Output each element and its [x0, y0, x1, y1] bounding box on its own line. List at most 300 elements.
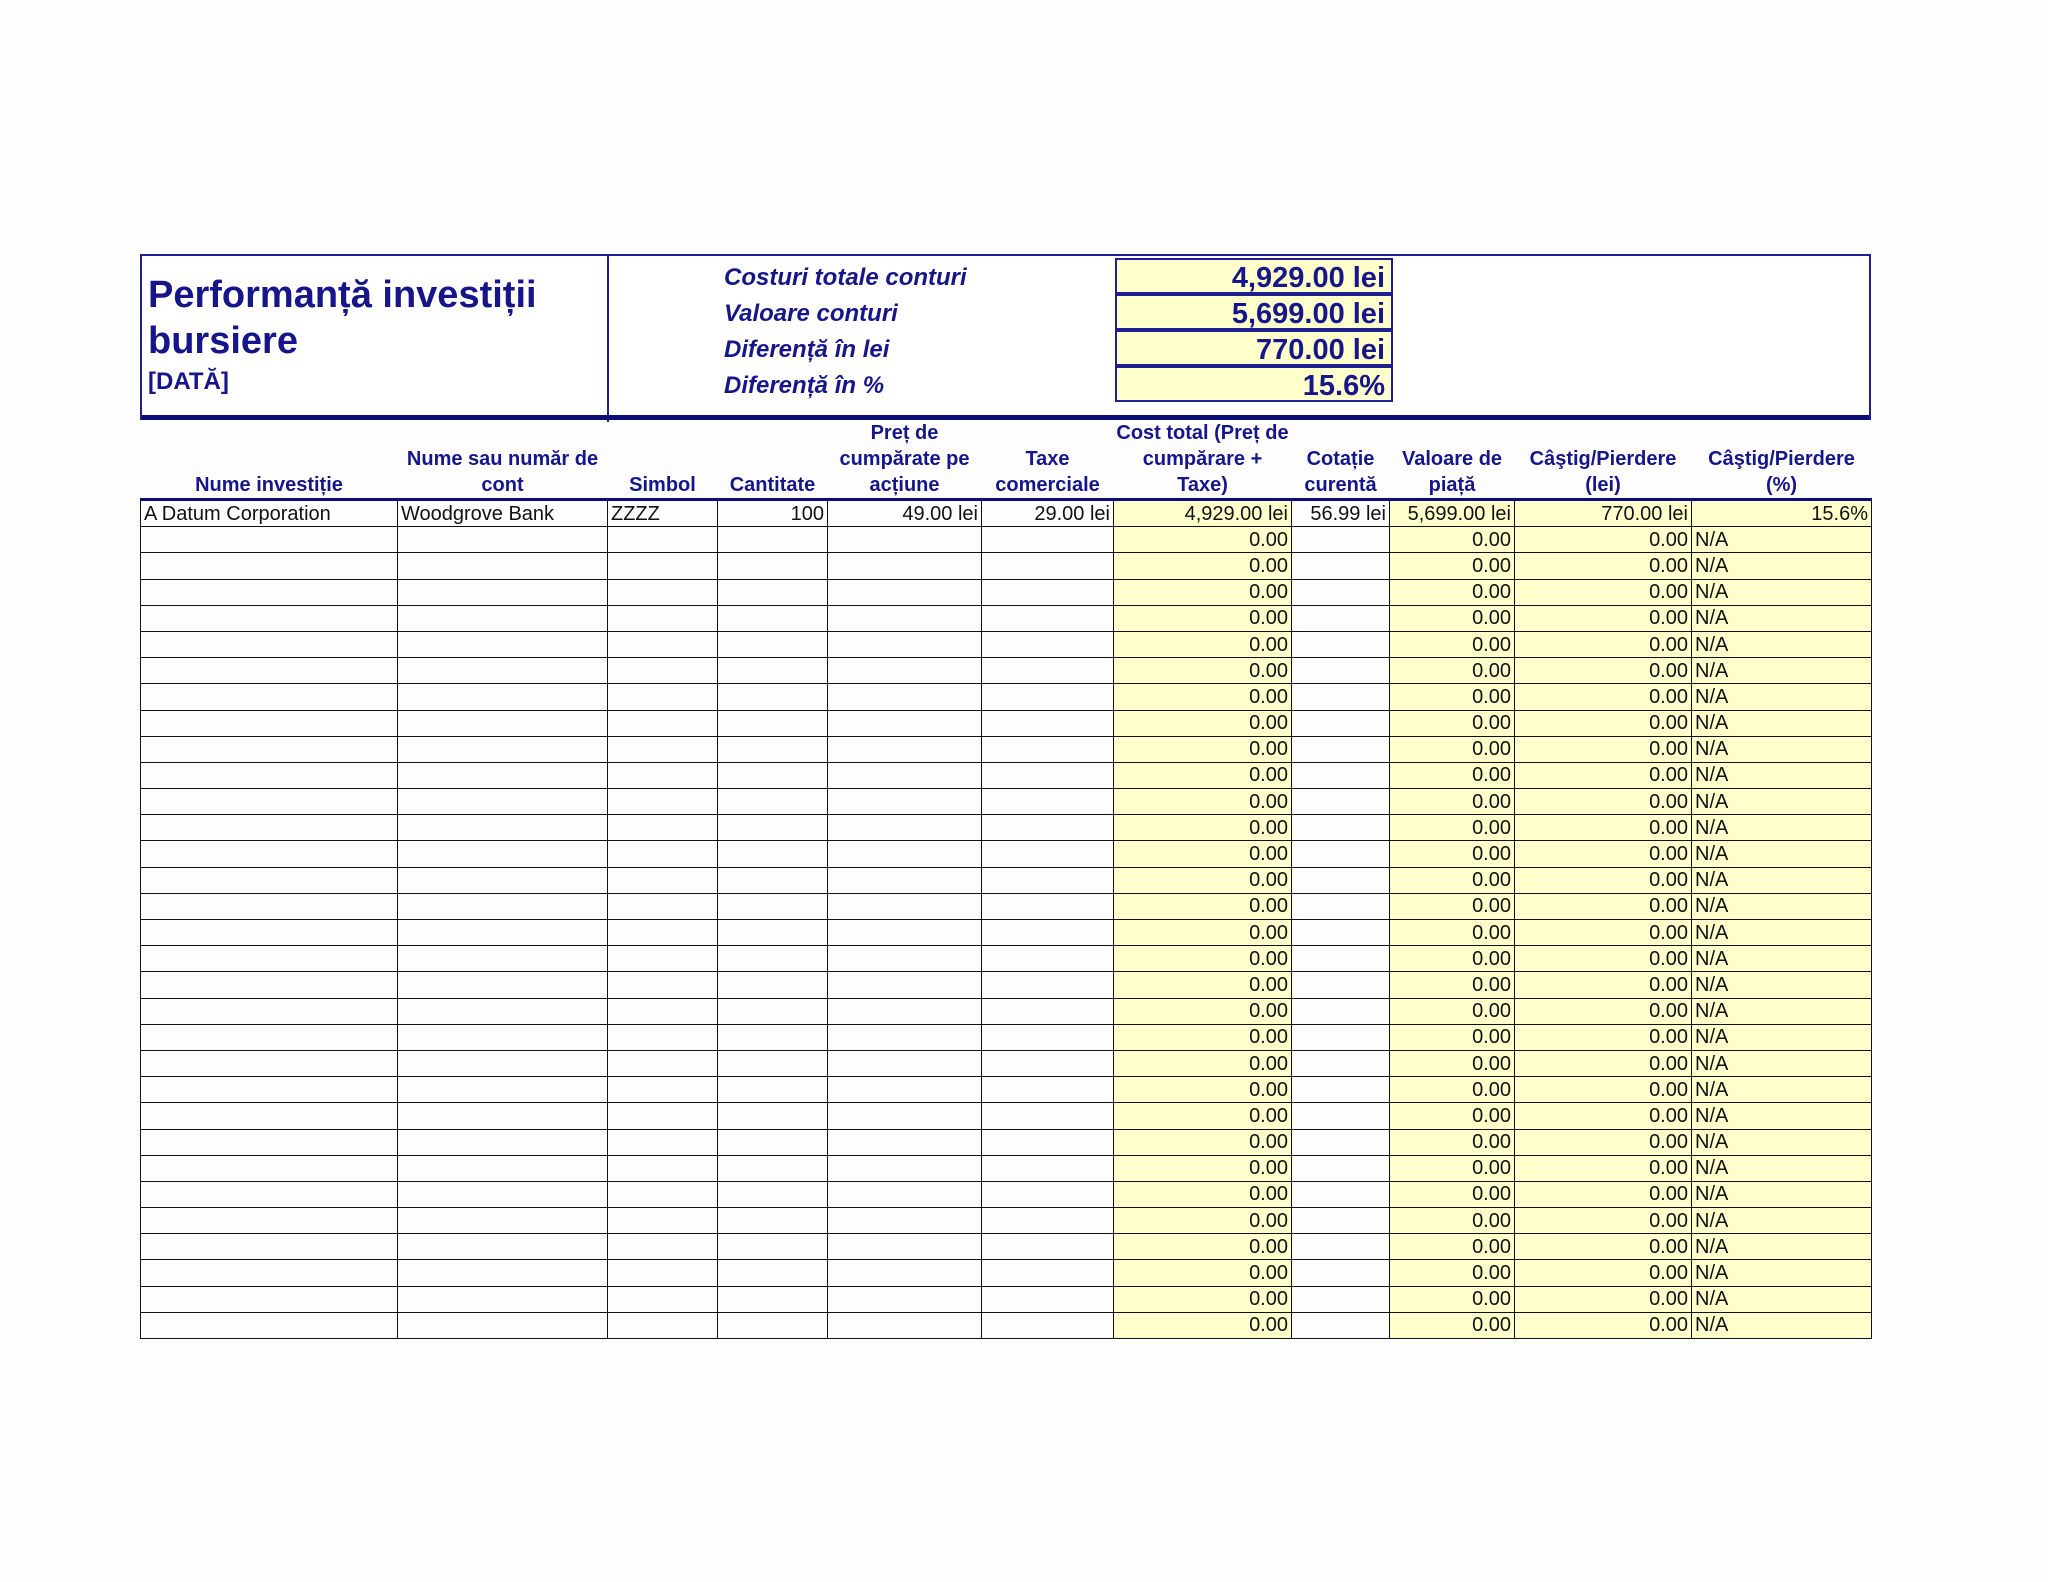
symbol-cell[interactable]	[608, 1312, 718, 1338]
purchase-price-cell[interactable]	[828, 920, 982, 946]
total-cost-cell[interactable]: 0.00	[1114, 972, 1292, 998]
quantity-cell[interactable]	[718, 1129, 828, 1155]
purchase-price-cell[interactable]: 49.00 lei	[828, 500, 982, 527]
market-value-cell[interactable]: 0.00	[1390, 1286, 1515, 1312]
investment-name-cell[interactable]	[141, 1286, 398, 1312]
current-quote-cell[interactable]	[1292, 1234, 1390, 1260]
account-cell[interactable]	[398, 1312, 608, 1338]
gain-lei-cell[interactable]: 0.00	[1515, 658, 1692, 684]
gain-lei-cell[interactable]: 0.00	[1515, 710, 1692, 736]
quantity-cell[interactable]	[718, 579, 828, 605]
commission-cell[interactable]	[982, 631, 1114, 657]
investment-name-cell[interactable]	[141, 789, 398, 815]
investment-name-cell[interactable]	[141, 1077, 398, 1103]
gain-lei-cell[interactable]: 0.00	[1515, 1234, 1692, 1260]
quantity-cell[interactable]	[718, 736, 828, 762]
account-cell[interactable]	[398, 998, 608, 1024]
purchase-price-cell[interactable]	[828, 631, 982, 657]
account-cell[interactable]	[398, 789, 608, 815]
investment-name-cell[interactable]	[141, 684, 398, 710]
gain-lei-cell[interactable]: 0.00	[1515, 867, 1692, 893]
market-value-cell[interactable]: 0.00	[1390, 998, 1515, 1024]
gain-lei-cell[interactable]: 0.00	[1515, 841, 1692, 867]
symbol-cell[interactable]	[608, 789, 718, 815]
investment-name-cell[interactable]	[141, 1260, 398, 1286]
commission-cell[interactable]	[982, 736, 1114, 762]
account-cell[interactable]	[398, 684, 608, 710]
gain-lei-cell[interactable]: 0.00	[1515, 1024, 1692, 1050]
total-cost-cell[interactable]: 0.00	[1114, 920, 1292, 946]
gain-lei-cell[interactable]: 0.00	[1515, 1155, 1692, 1181]
total-cost-cell[interactable]: 0.00	[1114, 841, 1292, 867]
gain-percent-cell[interactable]: N/A	[1692, 1155, 1872, 1181]
purchase-price-cell[interactable]	[828, 1208, 982, 1234]
current-quote-cell[interactable]	[1292, 920, 1390, 946]
purchase-price-cell[interactable]	[828, 1077, 982, 1103]
investment-name-cell[interactable]	[141, 1312, 398, 1338]
purchase-price-cell[interactable]	[828, 1312, 982, 1338]
market-value-cell[interactable]: 0.00	[1390, 1050, 1515, 1076]
quantity-cell[interactable]	[718, 789, 828, 815]
gain-percent-cell[interactable]: N/A	[1692, 631, 1872, 657]
market-value-cell[interactable]: 0.00	[1390, 658, 1515, 684]
gain-lei-cell[interactable]: 0.00	[1515, 631, 1692, 657]
market-value-cell[interactable]: 0.00	[1390, 1129, 1515, 1155]
commission-cell[interactable]	[982, 893, 1114, 919]
investment-name-cell[interactable]	[141, 1050, 398, 1076]
current-quote-cell[interactable]	[1292, 579, 1390, 605]
gain-lei-cell[interactable]: 770.00 lei	[1515, 500, 1692, 527]
symbol-cell[interactable]	[608, 527, 718, 553]
market-value-cell[interactable]: 0.00	[1390, 762, 1515, 788]
symbol-cell[interactable]	[608, 631, 718, 657]
purchase-price-cell[interactable]	[828, 815, 982, 841]
total-cost-cell[interactable]: 0.00	[1114, 605, 1292, 631]
purchase-price-cell[interactable]	[828, 1050, 982, 1076]
current-quote-cell[interactable]	[1292, 1024, 1390, 1050]
gain-percent-cell[interactable]: N/A	[1692, 553, 1872, 579]
account-cell[interactable]	[398, 1181, 608, 1207]
gain-lei-cell[interactable]: 0.00	[1515, 1050, 1692, 1076]
total-cost-cell[interactable]: 0.00	[1114, 1286, 1292, 1312]
investment-name-cell[interactable]	[141, 998, 398, 1024]
quantity-cell[interactable]	[718, 1312, 828, 1338]
symbol-cell[interactable]	[608, 893, 718, 919]
account-cell[interactable]	[398, 631, 608, 657]
gain-percent-cell[interactable]: N/A	[1692, 684, 1872, 710]
symbol-cell[interactable]	[608, 1024, 718, 1050]
current-quote-cell[interactable]	[1292, 1050, 1390, 1076]
symbol-cell[interactable]	[608, 736, 718, 762]
purchase-price-cell[interactable]	[828, 684, 982, 710]
quantity-cell[interactable]	[718, 710, 828, 736]
total-cost-cell[interactable]: 0.00	[1114, 1024, 1292, 1050]
total-cost-cell[interactable]: 0.00	[1114, 998, 1292, 1024]
total-cost-cell[interactable]: 0.00	[1114, 553, 1292, 579]
account-cell[interactable]	[398, 1155, 608, 1181]
current-quote-cell[interactable]	[1292, 1286, 1390, 1312]
purchase-price-cell[interactable]	[828, 1234, 982, 1260]
investment-name-cell[interactable]	[141, 658, 398, 684]
purchase-price-cell[interactable]	[828, 1181, 982, 1207]
market-value-cell[interactable]: 0.00	[1390, 1260, 1515, 1286]
gain-lei-cell[interactable]: 0.00	[1515, 684, 1692, 710]
symbol-cell[interactable]	[608, 1103, 718, 1129]
gain-percent-cell[interactable]: N/A	[1692, 972, 1872, 998]
account-cell[interactable]	[398, 1208, 608, 1234]
commission-cell[interactable]	[982, 1155, 1114, 1181]
investment-name-cell[interactable]	[141, 527, 398, 553]
investment-name-cell[interactable]	[141, 972, 398, 998]
market-value-cell[interactable]: 0.00	[1390, 1103, 1515, 1129]
total-cost-cell[interactable]: 0.00	[1114, 789, 1292, 815]
symbol-cell[interactable]	[608, 972, 718, 998]
gain-percent-cell[interactable]: N/A	[1692, 789, 1872, 815]
current-quote-cell[interactable]	[1292, 998, 1390, 1024]
quantity-cell[interactable]	[718, 631, 828, 657]
investment-name-cell[interactable]	[141, 1181, 398, 1207]
symbol-cell[interactable]	[608, 1077, 718, 1103]
account-cell[interactable]	[398, 815, 608, 841]
gain-percent-cell[interactable]: N/A	[1692, 1129, 1872, 1155]
current-quote-cell[interactable]	[1292, 1260, 1390, 1286]
market-value-cell[interactable]: 0.00	[1390, 867, 1515, 893]
commission-cell[interactable]	[982, 946, 1114, 972]
total-cost-cell[interactable]: 0.00	[1114, 527, 1292, 553]
commission-cell[interactable]	[982, 527, 1114, 553]
quantity-cell[interactable]	[718, 527, 828, 553]
investment-name-cell[interactable]	[141, 736, 398, 762]
symbol-cell[interactable]	[608, 762, 718, 788]
purchase-price-cell[interactable]	[828, 527, 982, 553]
gain-percent-cell[interactable]: N/A	[1692, 710, 1872, 736]
investment-name-cell[interactable]	[141, 867, 398, 893]
quantity-cell[interactable]	[718, 841, 828, 867]
commission-cell[interactable]	[982, 841, 1114, 867]
market-value-cell[interactable]: 0.00	[1390, 579, 1515, 605]
investment-name-cell[interactable]	[141, 1129, 398, 1155]
gain-percent-cell[interactable]: N/A	[1692, 1234, 1872, 1260]
purchase-price-cell[interactable]	[828, 893, 982, 919]
summary-value-account-value[interactable]: 5,699.00 lei	[1115, 294, 1393, 330]
current-quote-cell[interactable]	[1292, 1181, 1390, 1207]
symbol-cell[interactable]	[608, 579, 718, 605]
investment-name-cell[interactable]	[141, 1208, 398, 1234]
total-cost-cell[interactable]: 0.00	[1114, 736, 1292, 762]
market-value-cell[interactable]: 0.00	[1390, 815, 1515, 841]
purchase-price-cell[interactable]	[828, 998, 982, 1024]
current-quote-cell[interactable]	[1292, 527, 1390, 553]
account-cell[interactable]	[398, 893, 608, 919]
total-cost-cell[interactable]: 0.00	[1114, 579, 1292, 605]
investment-name-cell[interactable]	[141, 631, 398, 657]
gain-percent-cell[interactable]: N/A	[1692, 579, 1872, 605]
market-value-cell[interactable]: 0.00	[1390, 710, 1515, 736]
purchase-price-cell[interactable]	[828, 946, 982, 972]
gain-lei-cell[interactable]: 0.00	[1515, 920, 1692, 946]
quantity-cell[interactable]	[718, 972, 828, 998]
symbol-cell[interactable]	[608, 841, 718, 867]
investment-name-cell[interactable]	[141, 1024, 398, 1050]
total-cost-cell[interactable]: 0.00	[1114, 1208, 1292, 1234]
symbol-cell[interactable]	[608, 710, 718, 736]
purchase-price-cell[interactable]	[828, 710, 982, 736]
account-cell[interactable]	[398, 710, 608, 736]
commission-cell[interactable]	[982, 1050, 1114, 1076]
investment-name-cell[interactable]	[141, 1103, 398, 1129]
symbol-cell[interactable]: ZZZZ	[608, 500, 718, 527]
market-value-cell[interactable]: 0.00	[1390, 1181, 1515, 1207]
symbol-cell[interactable]	[608, 946, 718, 972]
investment-name-cell[interactable]	[141, 893, 398, 919]
purchase-price-cell[interactable]	[828, 841, 982, 867]
purchase-price-cell[interactable]	[828, 867, 982, 893]
gain-percent-cell[interactable]: N/A	[1692, 605, 1872, 631]
market-value-cell[interactable]: 0.00	[1390, 972, 1515, 998]
gain-lei-cell[interactable]: 0.00	[1515, 527, 1692, 553]
quantity-cell[interactable]	[718, 867, 828, 893]
investment-name-cell[interactable]	[141, 815, 398, 841]
gain-percent-cell[interactable]: N/A	[1692, 946, 1872, 972]
current-quote-cell[interactable]	[1292, 867, 1390, 893]
commission-cell[interactable]	[982, 1312, 1114, 1338]
current-quote-cell[interactable]	[1292, 972, 1390, 998]
total-cost-cell[interactable]: 0.00	[1114, 631, 1292, 657]
symbol-cell[interactable]	[608, 1050, 718, 1076]
investment-name-cell[interactable]	[141, 553, 398, 579]
current-quote-cell[interactable]	[1292, 789, 1390, 815]
market-value-cell[interactable]: 0.00	[1390, 841, 1515, 867]
quantity-cell[interactable]	[718, 998, 828, 1024]
market-value-cell[interactable]: 0.00	[1390, 736, 1515, 762]
market-value-cell[interactable]: 0.00	[1390, 605, 1515, 631]
purchase-price-cell[interactable]	[828, 789, 982, 815]
total-cost-cell[interactable]: 0.00	[1114, 946, 1292, 972]
gain-lei-cell[interactable]: 0.00	[1515, 998, 1692, 1024]
market-value-cell[interactable]: 0.00	[1390, 893, 1515, 919]
commission-cell[interactable]	[982, 1181, 1114, 1207]
gain-percent-cell[interactable]: N/A	[1692, 1260, 1872, 1286]
gain-percent-cell[interactable]: N/A	[1692, 841, 1872, 867]
purchase-price-cell[interactable]	[828, 1260, 982, 1286]
quantity-cell[interactable]	[718, 1234, 828, 1260]
account-cell[interactable]	[398, 841, 608, 867]
investment-name-cell[interactable]	[141, 946, 398, 972]
account-cell[interactable]	[398, 736, 608, 762]
purchase-price-cell[interactable]	[828, 1155, 982, 1181]
quantity-cell[interactable]	[718, 893, 828, 919]
total-cost-cell[interactable]: 0.00	[1114, 762, 1292, 788]
summary-value-total-cost[interactable]: 4,929.00 lei	[1115, 258, 1393, 294]
investment-name-cell[interactable]	[141, 920, 398, 946]
quantity-cell[interactable]	[718, 1286, 828, 1312]
purchase-price-cell[interactable]	[828, 658, 982, 684]
gain-percent-cell[interactable]: N/A	[1692, 658, 1872, 684]
gain-percent-cell[interactable]: N/A	[1692, 1208, 1872, 1234]
gain-percent-cell[interactable]: N/A	[1692, 762, 1872, 788]
gain-percent-cell[interactable]: N/A	[1692, 736, 1872, 762]
current-quote-cell[interactable]	[1292, 841, 1390, 867]
quantity-cell[interactable]	[718, 1181, 828, 1207]
account-cell[interactable]	[398, 946, 608, 972]
gain-percent-cell[interactable]: 15.6%	[1692, 500, 1872, 527]
current-quote-cell[interactable]	[1292, 893, 1390, 919]
gain-lei-cell[interactable]: 0.00	[1515, 579, 1692, 605]
symbol-cell[interactable]	[608, 1234, 718, 1260]
gain-percent-cell[interactable]: N/A	[1692, 1050, 1872, 1076]
commission-cell[interactable]	[982, 1260, 1114, 1286]
account-cell[interactable]	[398, 867, 608, 893]
current-quote-cell[interactable]	[1292, 658, 1390, 684]
gain-lei-cell[interactable]: 0.00	[1515, 1103, 1692, 1129]
market-value-cell[interactable]: 0.00	[1390, 553, 1515, 579]
market-value-cell[interactable]: 0.00	[1390, 1208, 1515, 1234]
account-cell[interactable]	[398, 1286, 608, 1312]
current-quote-cell[interactable]	[1292, 946, 1390, 972]
current-quote-cell[interactable]	[1292, 762, 1390, 788]
symbol-cell[interactable]	[608, 920, 718, 946]
account-cell[interactable]	[398, 1103, 608, 1129]
total-cost-cell[interactable]: 0.00	[1114, 867, 1292, 893]
symbol-cell[interactable]	[608, 1181, 718, 1207]
total-cost-cell[interactable]: 0.00	[1114, 1129, 1292, 1155]
account-cell[interactable]	[398, 579, 608, 605]
quantity-cell[interactable]	[718, 605, 828, 631]
commission-cell[interactable]	[982, 998, 1114, 1024]
investment-name-cell[interactable]	[141, 1234, 398, 1260]
market-value-cell[interactable]: 0.00	[1390, 789, 1515, 815]
quantity-cell[interactable]	[718, 553, 828, 579]
purchase-price-cell[interactable]	[828, 1286, 982, 1312]
gain-percent-cell[interactable]: N/A	[1692, 1024, 1872, 1050]
symbol-cell[interactable]	[608, 815, 718, 841]
gain-percent-cell[interactable]: N/A	[1692, 998, 1872, 1024]
symbol-cell[interactable]	[608, 1260, 718, 1286]
total-cost-cell[interactable]: 0.00	[1114, 1050, 1292, 1076]
commission-cell[interactable]	[982, 553, 1114, 579]
commission-cell[interactable]	[982, 684, 1114, 710]
total-cost-cell[interactable]: 0.00	[1114, 1260, 1292, 1286]
market-value-cell[interactable]: 0.00	[1390, 1234, 1515, 1260]
total-cost-cell[interactable]: 0.00	[1114, 815, 1292, 841]
quantity-cell[interactable]	[718, 946, 828, 972]
current-quote-cell[interactable]	[1292, 1077, 1390, 1103]
symbol-cell[interactable]	[608, 553, 718, 579]
current-quote-cell[interactable]	[1292, 553, 1390, 579]
current-quote-cell[interactable]	[1292, 1103, 1390, 1129]
commission-cell[interactable]	[982, 867, 1114, 893]
current-quote-cell[interactable]	[1292, 605, 1390, 631]
quantity-cell[interactable]	[718, 1077, 828, 1103]
commission-cell[interactable]	[982, 1129, 1114, 1155]
current-quote-cell[interactable]	[1292, 1129, 1390, 1155]
commission-cell[interactable]	[982, 1234, 1114, 1260]
current-quote-cell[interactable]	[1292, 1208, 1390, 1234]
gain-percent-cell[interactable]: N/A	[1692, 1286, 1872, 1312]
gain-lei-cell[interactable]: 0.00	[1515, 946, 1692, 972]
market-value-cell[interactable]: 0.00	[1390, 1024, 1515, 1050]
commission-cell[interactable]: 29.00 lei	[982, 500, 1114, 527]
account-cell[interactable]	[398, 1077, 608, 1103]
symbol-cell[interactable]	[608, 605, 718, 631]
current-quote-cell[interactable]	[1292, 631, 1390, 657]
symbol-cell[interactable]	[608, 1155, 718, 1181]
quantity-cell[interactable]: 100	[718, 500, 828, 527]
total-cost-cell[interactable]: 0.00	[1114, 893, 1292, 919]
quantity-cell[interactable]	[718, 1050, 828, 1076]
total-cost-cell[interactable]: 0.00	[1114, 684, 1292, 710]
total-cost-cell[interactable]: 0.00	[1114, 1181, 1292, 1207]
total-cost-cell[interactable]: 0.00	[1114, 1312, 1292, 1338]
investment-name-cell[interactable]	[141, 841, 398, 867]
commission-cell[interactable]	[982, 1208, 1114, 1234]
gain-lei-cell[interactable]: 0.00	[1515, 605, 1692, 631]
purchase-price-cell[interactable]	[828, 1103, 982, 1129]
purchase-price-cell[interactable]	[828, 972, 982, 998]
total-cost-cell[interactable]: 0.00	[1114, 1103, 1292, 1129]
total-cost-cell[interactable]: 4,929.00 lei	[1114, 500, 1292, 527]
total-cost-cell[interactable]: 0.00	[1114, 658, 1292, 684]
commission-cell[interactable]	[982, 1103, 1114, 1129]
market-value-cell[interactable]: 0.00	[1390, 631, 1515, 657]
quantity-cell[interactable]	[718, 1155, 828, 1181]
investment-name-cell[interactable]: A Datum Corporation	[141, 500, 398, 527]
current-quote-cell[interactable]	[1292, 684, 1390, 710]
market-value-cell[interactable]: 0.00	[1390, 1155, 1515, 1181]
current-quote-cell[interactable]	[1292, 1312, 1390, 1338]
commission-cell[interactable]	[982, 710, 1114, 736]
investment-name-cell[interactable]	[141, 1155, 398, 1181]
symbol-cell[interactable]	[608, 684, 718, 710]
current-quote-cell[interactable]	[1292, 736, 1390, 762]
gain-lei-cell[interactable]: 0.00	[1515, 815, 1692, 841]
quantity-cell[interactable]	[718, 762, 828, 788]
gain-percent-cell[interactable]: N/A	[1692, 1181, 1872, 1207]
symbol-cell[interactable]	[608, 1129, 718, 1155]
symbol-cell[interactable]	[608, 998, 718, 1024]
account-cell[interactable]	[398, 527, 608, 553]
gain-lei-cell[interactable]: 0.00	[1515, 762, 1692, 788]
date-placeholder[interactable]: [DATĂ]	[148, 368, 229, 395]
total-cost-cell[interactable]: 0.00	[1114, 1155, 1292, 1181]
account-cell[interactable]	[398, 1024, 608, 1050]
market-value-cell[interactable]: 0.00	[1390, 1077, 1515, 1103]
investment-name-cell[interactable]	[141, 710, 398, 736]
account-cell[interactable]	[398, 553, 608, 579]
commission-cell[interactable]	[982, 789, 1114, 815]
symbol-cell[interactable]	[608, 1208, 718, 1234]
summary-value-diff-lei[interactable]: 770.00 lei	[1115, 330, 1393, 366]
market-value-cell[interactable]: 0.00	[1390, 684, 1515, 710]
commission-cell[interactable]	[982, 815, 1114, 841]
quantity-cell[interactable]	[718, 815, 828, 841]
purchase-price-cell[interactable]	[828, 605, 982, 631]
symbol-cell[interactable]	[608, 1286, 718, 1312]
account-cell[interactable]	[398, 1234, 608, 1260]
gain-percent-cell[interactable]: N/A	[1692, 815, 1872, 841]
gain-lei-cell[interactable]: 0.00	[1515, 1181, 1692, 1207]
investment-name-cell[interactable]	[141, 605, 398, 631]
total-cost-cell[interactable]: 0.00	[1114, 1234, 1292, 1260]
commission-cell[interactable]	[982, 972, 1114, 998]
total-cost-cell[interactable]: 0.00	[1114, 1077, 1292, 1103]
gain-lei-cell[interactable]: 0.00	[1515, 1286, 1692, 1312]
commission-cell[interactable]	[982, 1077, 1114, 1103]
quantity-cell[interactable]	[718, 658, 828, 684]
account-cell[interactable]	[398, 920, 608, 946]
purchase-price-cell[interactable]	[828, 579, 982, 605]
gain-lei-cell[interactable]: 0.00	[1515, 1077, 1692, 1103]
